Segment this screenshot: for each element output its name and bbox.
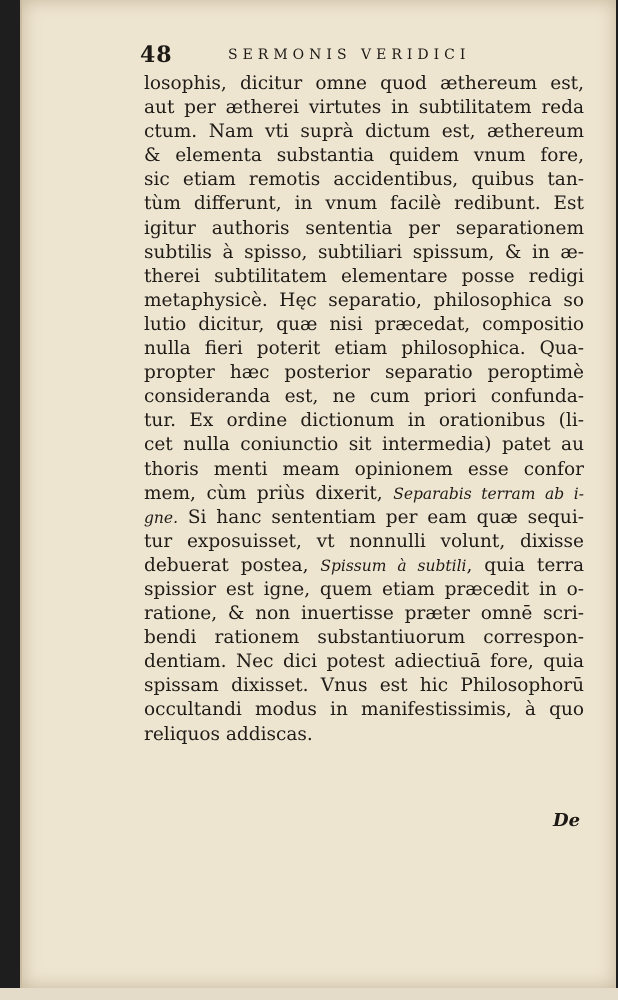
text-line bbox=[144, 723, 584, 747]
body-text bbox=[144, 72, 584, 747]
text-segment: tur. Ex ordine dictionum in orationibus (li- bbox=[144, 410, 584, 432]
text-segment: spissam dixisset. Vnus est hic Philosophorū bbox=[144, 675, 584, 697]
italic-phrase: gne. bbox=[144, 508, 179, 527]
text-line bbox=[144, 698, 584, 722]
text-line bbox=[144, 241, 584, 265]
text-line bbox=[144, 120, 584, 144]
text-segment: thoris menti meam opinionem esse confor bbox=[144, 458, 584, 480]
text-segment: nulla fieri poterit etiam philosophica. Qua- bbox=[144, 338, 584, 360]
text-segment: debuerat postea, bbox=[144, 554, 321, 576]
text-segment: spissior est igne, quem etiam præcedit in o- bbox=[144, 578, 584, 600]
text-line bbox=[144, 385, 584, 409]
text-line bbox=[144, 313, 584, 337]
text-line bbox=[144, 433, 584, 457]
text-segment: subtilis à spisso, subtiliari spissum, & in æ- bbox=[144, 241, 584, 263]
text-segment: tur exposuisset, vt nonnulli volunt, dixisse bbox=[144, 530, 584, 552]
text-line bbox=[144, 650, 584, 674]
text-segment: & elementa substantia quidem vnum fore, bbox=[144, 145, 584, 167]
page-number: 48 bbox=[140, 42, 173, 68]
text-line bbox=[144, 458, 584, 482]
text-segment: tùm differunt, in vnum facilè redibunt. Est bbox=[144, 193, 584, 215]
text-line bbox=[144, 530, 584, 554]
text-segment: consideranda est, ne cum priori confunda- bbox=[144, 386, 584, 408]
text-segment: aut per ætherei virtutes in subtilitatem reda bbox=[144, 97, 584, 119]
text-segment: losophis, dicitur omne quod æthereum est, bbox=[144, 73, 584, 94]
text-segment: occultandi modus in manifestissimis, à quo bbox=[144, 699, 584, 721]
text-line bbox=[144, 506, 584, 530]
text-segment: propter hæc posterior separatio peroptimè bbox=[144, 362, 584, 384]
text-line bbox=[144, 554, 584, 578]
text-segment: dentiam. Nec dici potest adiectiuā fore, quia bbox=[144, 651, 584, 673]
text-line bbox=[144, 602, 584, 626]
text-segment: metaphysicè. Hęc separatio, philosophica so bbox=[144, 289, 584, 311]
text-segment: mem, cùm priùs dixerit, bbox=[144, 482, 394, 504]
text-segment: reliquos addiscas. bbox=[144, 723, 313, 745]
text-segment: ctum. Nam vti suprà dictum est, æthereum bbox=[144, 121, 584, 143]
text-line bbox=[144, 96, 584, 120]
text-line bbox=[144, 289, 584, 313]
text-line bbox=[144, 482, 584, 506]
text-segment: , quia terra bbox=[466, 554, 584, 576]
text-line bbox=[144, 217, 584, 241]
italic-phrase: Separabis terram ab i- bbox=[393, 484, 584, 503]
scan-bottom-edge bbox=[0, 988, 618, 1000]
text-segment: lutio dicitur, quæ nisi præcedat, compositio bbox=[144, 313, 584, 335]
text-line bbox=[144, 72, 584, 96]
running-head: SERMONIS VERIDICI bbox=[228, 47, 471, 63]
text-line bbox=[144, 337, 584, 361]
catchword: De bbox=[553, 810, 581, 831]
text-line bbox=[144, 674, 584, 698]
text-segment: ratione, & non inuertisse præter omnē scri- bbox=[144, 603, 584, 625]
text-segment: sic etiam remotis accidentibus, quibus tan- bbox=[144, 169, 584, 191]
text-line bbox=[144, 626, 584, 650]
text-line bbox=[144, 578, 584, 602]
page-header bbox=[140, 42, 586, 72]
text-segment: igitur authoris sententia per separationem bbox=[144, 217, 584, 239]
text-line bbox=[144, 144, 584, 168]
text-line bbox=[144, 361, 584, 385]
text-line bbox=[144, 192, 584, 216]
text-line bbox=[144, 265, 584, 289]
text-segment: bendi rationem substantiuorum correspon- bbox=[144, 627, 584, 649]
text-segment: therei subtilitatem elementare posse redigi bbox=[144, 265, 584, 287]
text-line bbox=[144, 409, 584, 433]
italic-phrase: Spissum à subtili bbox=[320, 556, 467, 575]
text-segment: Si hanc sententiam per eam quæ sequi- bbox=[178, 506, 584, 528]
text-line bbox=[144, 168, 584, 192]
text-segment: cet nulla coniunctio sit intermedia) patet au bbox=[144, 434, 584, 456]
